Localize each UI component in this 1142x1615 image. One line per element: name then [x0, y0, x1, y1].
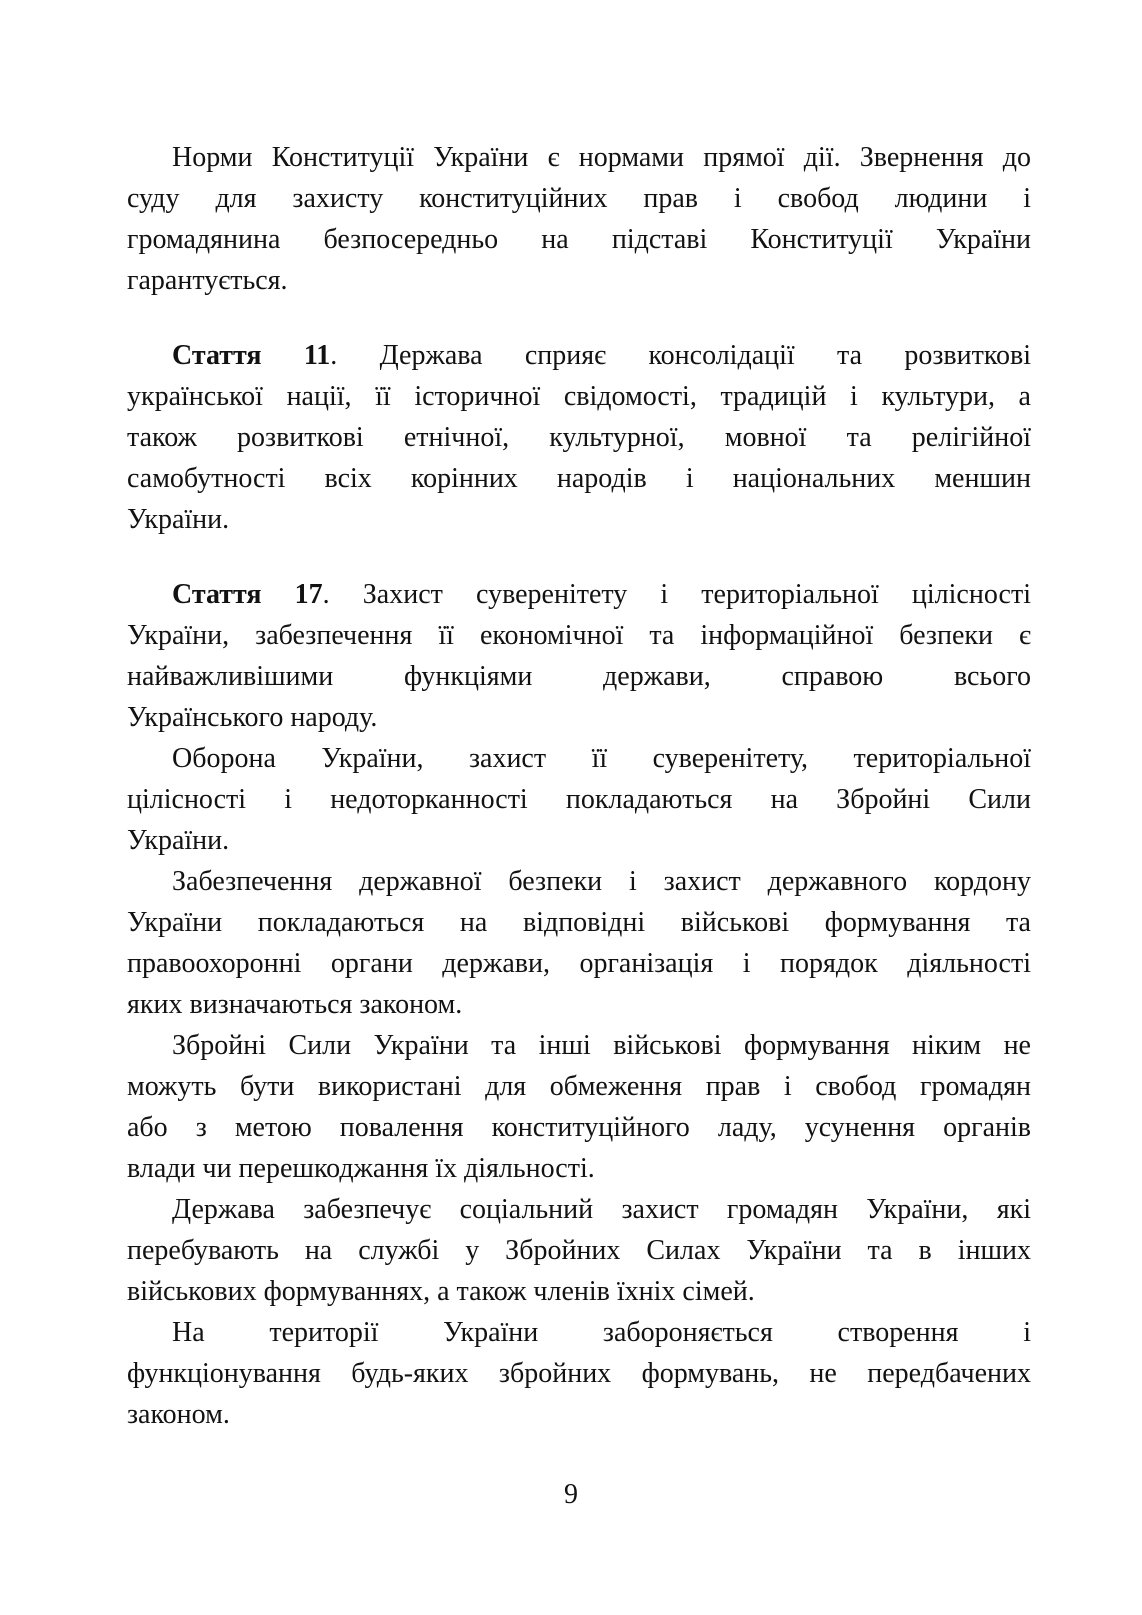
text-line: правоохоронні органи держави, організація і порядок діяльності	[127, 948, 1031, 979]
paragraph-prohibited-formations	[127, 1312, 1031, 1435]
text-line: України.	[127, 825, 230, 856]
article-17-number: Стаття 17	[172, 579, 323, 610]
article-11-number: Стаття 11	[172, 340, 331, 371]
text-line: громадянина безпосередньо на підставі Конституції України	[127, 224, 1031, 255]
article-11-first-line-text: . Держава сприяє консолідації та розвиткові	[330, 340, 1031, 371]
text-line: цілісності і недоторканності покладаються на Збройні Сили	[127, 784, 1031, 815]
paragraph-armed-forces-limits	[127, 1025, 1031, 1189]
text-line	[127, 335, 1031, 376]
text-line: На території України забороняється створення і	[172, 1317, 1031, 1348]
text-line: української нації, її історичної свідомості, традицій і культури, а	[127, 381, 1031, 412]
text-line: влади чи перешкоджання їх діяльності.	[127, 1153, 595, 1184]
text-line: України, забезпечення її економічної та інформаційної безпеки є	[127, 620, 1031, 651]
text-line: самобутності всіх корінних народів і національних меншин	[127, 463, 1031, 494]
text-line: гарантується.	[127, 265, 288, 296]
text-line: Норми Конституції України є нормами прямої дії. Звернення до	[172, 142, 1031, 173]
text-line: Держава забезпечує соціальний захист громадян України, які	[172, 1194, 1031, 1225]
paragraph-defense	[127, 738, 1031, 861]
text-line: або з метою повалення конституційного ладу, усунення органів	[127, 1112, 1031, 1143]
text-line: Оборона України, захист її суверенітету, територіальної	[172, 743, 1031, 774]
text-line: функціонування будь-яких збройних формувань, не передбачених	[127, 1358, 1031, 1389]
text-line: перебувають на службі у Збройних Силах України та в інших	[127, 1235, 1031, 1266]
text-line: найважливішими функціями держави, справою всього	[127, 661, 1031, 692]
text-line: України.	[127, 504, 230, 535]
text-line: України покладаються на відповідні військові формування та	[127, 907, 1031, 938]
text-line: Українського народу.	[127, 702, 378, 733]
paragraph-social-protection	[127, 1189, 1031, 1312]
text-line: також розвиткові етнічної, культурної, мовної та релігійної	[127, 422, 1031, 453]
text-line: можуть бути використані для обмеження прав і свобод громадян	[127, 1071, 1031, 1102]
text-line	[127, 574, 1031, 615]
paragraph-state-security	[127, 861, 1031, 1025]
text-line: Збройні Сили України та інші військові формування ніким не	[172, 1030, 1031, 1061]
page-number: 9	[564, 1479, 578, 1510]
article-17-first-line-text: . Захист суверенітету і територіальної цілісності	[322, 579, 1031, 610]
text-line: законом.	[127, 1399, 230, 1430]
paragraph-article-11	[127, 335, 1031, 540]
text-line: військових формуваннях, а також членів їхніх сімей.	[127, 1276, 755, 1307]
text-line: суду для захисту конституційних прав і свобод людини і	[127, 183, 1031, 214]
text-line: яких визначаються законом.	[127, 989, 463, 1020]
paragraph-article-17	[127, 574, 1031, 738]
paragraph-direct-effect	[127, 137, 1031, 301]
text-line: Забезпечення державної безпеки і захист державного кордону	[172, 866, 1031, 897]
